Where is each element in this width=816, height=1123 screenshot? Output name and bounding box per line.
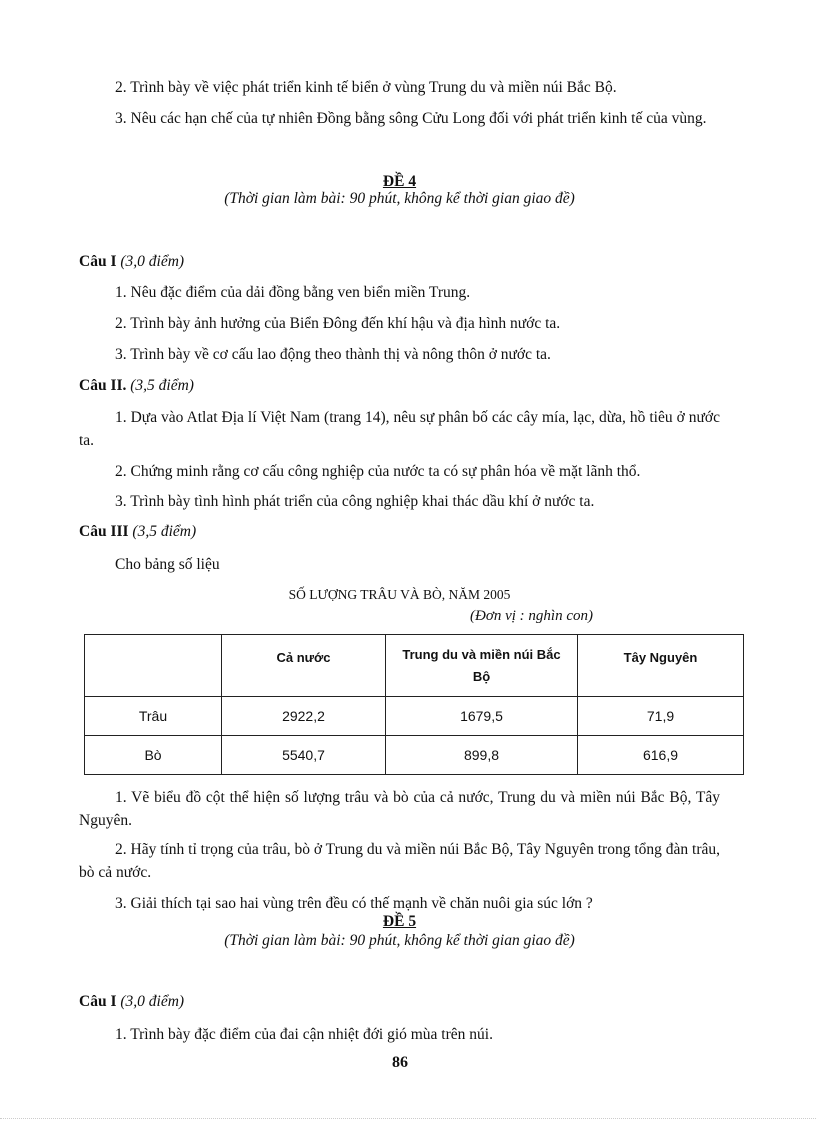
de5-cau1-item-1: 1. Trình bày đặc điểm của đai cận nhiệt đới gió mùa trên núi.	[115, 1026, 493, 1043]
table-cell: 899,8	[386, 736, 578, 775]
de4-cau2-item-1: 1. Dựa vào Atlat Địa lí Việt Nam (trang 14), nêu sự phân bố các cây mía, lạc, dừa, hồ tiêu ở nước ta.	[79, 409, 720, 449]
cau-points: (3,5 điểm)	[132, 523, 197, 540]
de5-cau1-heading	[79, 991, 184, 1013]
table-title: SỐ LƯỢNG TRÂU VÀ BÒ, NĂM 2005	[288, 587, 511, 602]
page-bottom-divider	[0, 1118, 816, 1119]
table-cell: 5540,7	[222, 736, 386, 775]
cau-points: (3,0 điểm)	[120, 993, 185, 1010]
cau-label: Câu I	[79, 253, 117, 270]
page-number: 86	[392, 1054, 408, 1071]
table-cell: 2922,2	[222, 697, 386, 736]
de4-cau1-heading	[79, 251, 184, 273]
de4-cau1-item-1: 1. Nêu đặc điểm của dải đồng bằng ven biển miền Trung.	[115, 284, 471, 301]
table-cell: 616,9	[578, 736, 744, 775]
de4-cau2-item-2: 2. Chứng minh rằng cơ cấu công nghiệp của nước ta có sự phân hóa về mặt lãnh thổ.	[115, 463, 641, 480]
table-cell: 71,9	[578, 697, 744, 736]
de4-cau2-heading	[79, 375, 194, 397]
table-unit: (Đơn vị : nghìn con)	[470, 608, 593, 624]
de4-cau1-item-2: 2. Trình bày ảnh hưởng của Biển Đông đến khí hậu và địa hình nước ta.	[115, 315, 561, 332]
table-cell: 1679,5	[386, 697, 578, 736]
cau-label: Câu III	[79, 523, 129, 540]
cau-points: (3,0 điểm)	[120, 253, 185, 270]
table-header-row	[85, 635, 744, 697]
de4-title: ĐỀ 4	[382, 173, 417, 190]
de4-cau3-item-2: 2. Hãy tính tỉ trọng của trâu, bò ở Trung du và miền núi Bắc Bộ, Tây Nguyên trong tổng đàn trâu, bò cả nước.	[79, 841, 721, 881]
intro-item-2: 2. Trình bày về việc phát triển kinh tế biển ở vùng Trung du và miền núi Bắc Bộ.	[115, 79, 617, 96]
de4-cau1-item-3: 3. Trình bày về cơ cấu lao động theo thành thị và nông thôn ở nước ta.	[115, 346, 551, 363]
cau-label: Câu II.	[79, 377, 127, 394]
table-row	[85, 736, 744, 775]
cau-label: Câu I	[79, 993, 117, 1010]
table-cell: Trâu	[85, 697, 222, 736]
table-header-cell: Tây Nguyên	[578, 635, 744, 697]
de4-subtitle: (Thời gian làm bài: 90 phút, không kể thời gian giao đề)	[224, 190, 575, 207]
de4-cau2-item-3: 3. Trình bày tình hình phát triển của công nghiệp khai thác dầu khí ở nước ta.	[115, 493, 595, 510]
table-header-cell	[85, 635, 222, 697]
de4-cau3-item-3: 3. Giải thích tại sao hai vùng trên đều có thế mạnh về chăn nuôi gia súc lớn ?	[115, 895, 593, 912]
de5-title: ĐỀ 5	[382, 913, 417, 930]
cau-points: (3,5 điểm)	[130, 377, 194, 394]
table-row	[85, 697, 744, 736]
de5-subtitle: (Thời gian làm bài: 90 phút, không kể thời gian giao đề)	[224, 932, 575, 949]
de4-cau3-item-1: 1. Vẽ biểu đồ cột thể hiện số lượng trâu và bò của cả nước, Trung du và miền núi Bắc Bộ, Tây Nguyên.	[79, 789, 720, 829]
table-header-cell: Cả nước	[222, 635, 386, 697]
intro-item-3: 3. Nêu các hạn chế của tự nhiên Đồng bằng sông Cửu Long đối với phát triển kinh tế của vùng.	[115, 110, 707, 127]
table-header-cell: Trung du và miền núi Bắc Bộ	[386, 635, 578, 697]
data-table	[84, 634, 744, 775]
de4-cau3-intro: Cho bảng số liệu	[115, 556, 220, 573]
de4-cau3-heading	[79, 521, 196, 543]
table-cell: Bò	[85, 736, 222, 775]
